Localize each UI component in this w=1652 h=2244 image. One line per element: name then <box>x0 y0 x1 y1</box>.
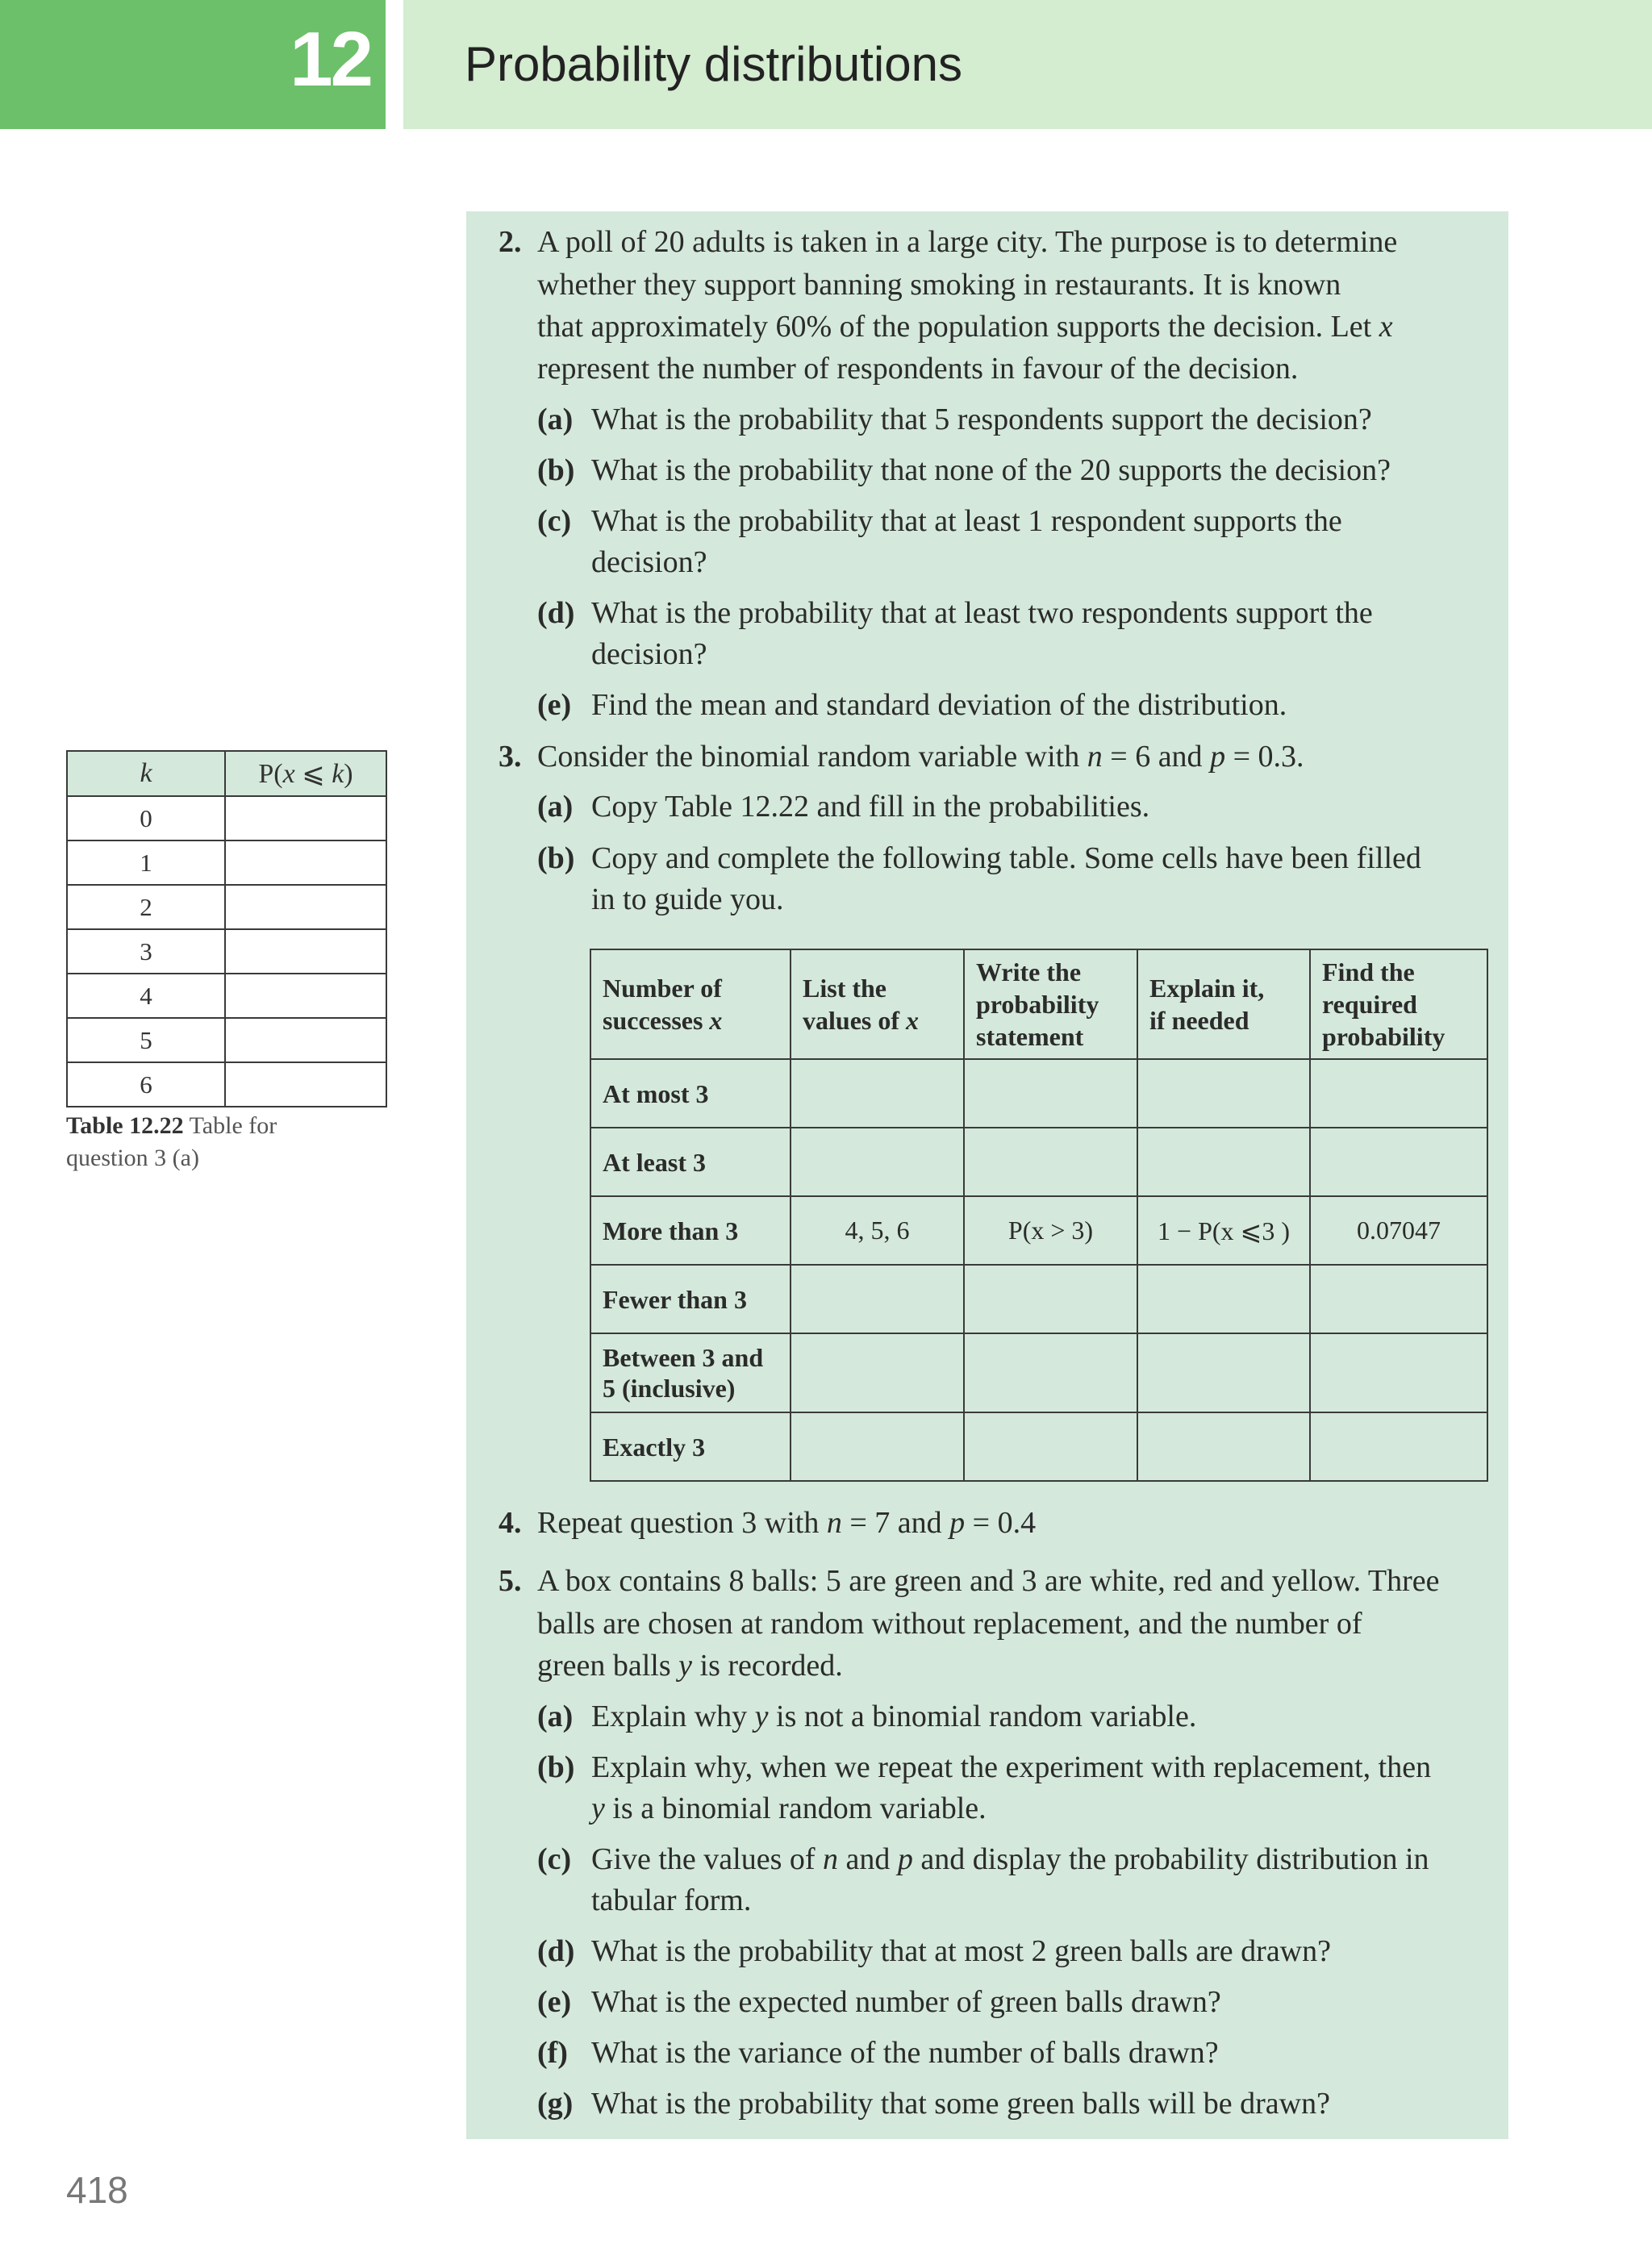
question-number: 2. <box>499 225 522 259</box>
question-number: 3. <box>499 740 522 774</box>
question-3: 3. Consider the binomial random variable with n = 6 and p = 0.3. (a) Copy Table 12.22 and fill in the probabilities. (b) Copy and complete the following table. Some cells have been filled in to guide you. <box>499 736 1499 921</box>
side-table-empty-cell <box>225 885 386 929</box>
question-text-line: Consider the binomial random variable with n = 6 and p = 0.3. <box>537 740 1304 774</box>
table-cell: P(x > 3) <box>964 1196 1137 1265</box>
table-cell <box>1137 1128 1310 1196</box>
question-text-line: Repeat question 3 with n = 7 and p = 0.4 <box>537 1506 1037 1540</box>
table-cell <box>964 1059 1137 1128</box>
binomial-completion-table <box>590 949 1488 1482</box>
side-table-header-row <box>67 751 386 796</box>
side-table-k-cell: 5 <box>67 1018 225 1062</box>
side-table-empty-cell <box>225 974 386 1018</box>
side-table-k-cell: 4 <box>67 974 225 1018</box>
side-table-12-22 <box>66 750 387 1107</box>
side-table-row <box>67 840 386 885</box>
question-text-line: A poll of 20 adults is taken in a large city. The purpose is to determine <box>537 225 1398 259</box>
side-table-header-k: k <box>67 751 225 796</box>
page-number: 418 <box>66 2169 128 2211</box>
side-table-k-cell: 1 <box>67 840 225 885</box>
table-cell <box>1310 1128 1487 1196</box>
table-cell: 4, 5, 6 <box>791 1196 964 1265</box>
question-4 <box>499 1502 1499 1546</box>
table-cell: 1 − P(x ⩽3 ) <box>1137 1196 1310 1265</box>
table-cell <box>1310 1412 1487 1481</box>
question-number: 5. <box>499 1564 522 1598</box>
table-row <box>590 1333 1487 1412</box>
side-table-row <box>67 885 386 929</box>
table-row <box>590 1412 1487 1481</box>
question-text-line: A box contains 8 balls: 5 are green and 3 are white, red and yellow. Three <box>537 1564 1440 1598</box>
table-cell <box>1137 1059 1310 1128</box>
table-cell <box>791 1059 964 1128</box>
side-table-row <box>67 796 386 840</box>
table-row <box>590 1059 1487 1128</box>
table-row <box>590 1196 1487 1265</box>
side-table-empty-cell <box>225 796 386 840</box>
chapter-number-box <box>0 0 386 129</box>
table-cell <box>1137 1333 1310 1412</box>
question-number: 4. <box>499 1506 522 1540</box>
table-cell <box>1310 1059 1487 1128</box>
caption-text-line2: question 3 (a) <box>66 1145 199 1171</box>
side-table-empty-cell <box>225 1018 386 1062</box>
side-table-empty-cell <box>225 840 386 885</box>
header-required-probability: Find the required probability <box>1310 949 1487 1059</box>
side-table-empty-cell <box>225 929 386 974</box>
question-text-line: balls are chosen at random without replacement, and the number of <box>537 1607 1362 1641</box>
table-cell <box>964 1265 1137 1333</box>
chapter-header-band <box>403 0 1652 129</box>
side-table-row <box>67 929 386 974</box>
chapter-number: 12 <box>290 16 371 102</box>
table-cell <box>791 1128 964 1196</box>
question-text-line: whether they support banning smoking in restaurants. It is known <box>537 268 1341 302</box>
table-cell <box>791 1412 964 1481</box>
row-label: More than 3 <box>590 1196 791 1265</box>
header-number-of-successes: Number of successes x <box>590 949 791 1059</box>
question-text-line: that approximately 60% of the population supports the decision. Let x <box>537 310 1393 344</box>
question-text-line: green balls y is recorded. <box>537 1649 843 1683</box>
table-cell <box>1137 1412 1310 1481</box>
header-explain: Explain it, if needed <box>1137 949 1310 1059</box>
table-cell <box>964 1333 1137 1412</box>
side-table-k-cell: 0 <box>67 796 225 840</box>
row-label: Fewer than 3 <box>590 1265 791 1333</box>
side-table-header-prob: P(x ⩽ k) <box>225 751 386 796</box>
table-cell <box>1310 1265 1487 1333</box>
table-cell <box>964 1412 1137 1481</box>
table-cell: 0.07047 <box>1310 1196 1487 1265</box>
header-probability-statement: Write the probability statement <box>964 949 1137 1059</box>
side-table-row <box>67 1018 386 1062</box>
main-table-header-row <box>590 949 1487 1059</box>
side-table-empty-cell <box>225 1062 386 1107</box>
caption-text: Table for <box>189 1112 277 1139</box>
table-cell <box>1137 1265 1310 1333</box>
header-list-values: List the values of x <box>791 949 964 1059</box>
side-table-k-cell: 2 <box>67 885 225 929</box>
table-cell <box>964 1128 1137 1196</box>
row-label: At most 3 <box>590 1059 791 1128</box>
row-label: Exactly 3 <box>590 1412 791 1481</box>
question-2: 2. A poll of 20 adults is taken in a large city. The purpose is to determine whether they support banning smoking in restaurants. It is known that approximately 60% of the population supports the decision. Let x represent the number of respondents in favour of the decision. (a) What is the probability that 5 respondents support the decision? (b) What is the probability that none of the 20 supports the decision? (c) What is the probability that at least 1 respondent supports the decision? (d) What is the probability that at least two respondents support the decision? (e) Find the mean and standard deviation of the distribution. <box>499 221 1499 721</box>
table-cell <box>791 1333 964 1412</box>
side-table-k-cell: 3 <box>67 929 225 974</box>
caption-table-number: Table 12.22 <box>66 1112 184 1139</box>
table-cell <box>791 1265 964 1333</box>
question-text-line: represent the number of respondents in favour of the decision. <box>537 352 1299 386</box>
side-table-caption <box>66 1110 277 1174</box>
row-label: Between 3 and 5 (inclusive) <box>590 1333 791 1412</box>
table-row <box>590 1128 1487 1196</box>
question-5: 5. A box contains 8 balls: 5 are green and 3 are white, red and yellow. Three balls are chosen at random without replacement, and the number of green balls y is recorded. (a) Explain why y is not a binomial random variable. (b) Explain why, when we repeat the experiment with replacement, then y is a binomial random variable. (c) Give the values of n and p and display the probability distribution in tabular form. (d) What is the probability that at most 2 green balls are drawn? (e) What is the expected number of green balls drawn? (f) What is the variance of the number of balls drawn? (g) What is the probability that some green balls will be drawn? <box>499 1560 1503 2133</box>
chapter-title: Probability distributions <box>465 37 962 91</box>
table-cell <box>1310 1333 1487 1412</box>
side-table-k-cell: 6 <box>67 1062 225 1107</box>
side-table-row <box>67 974 386 1018</box>
side-table-row <box>67 1062 386 1107</box>
row-label: At least 3 <box>590 1128 791 1196</box>
table-row <box>590 1265 1487 1333</box>
